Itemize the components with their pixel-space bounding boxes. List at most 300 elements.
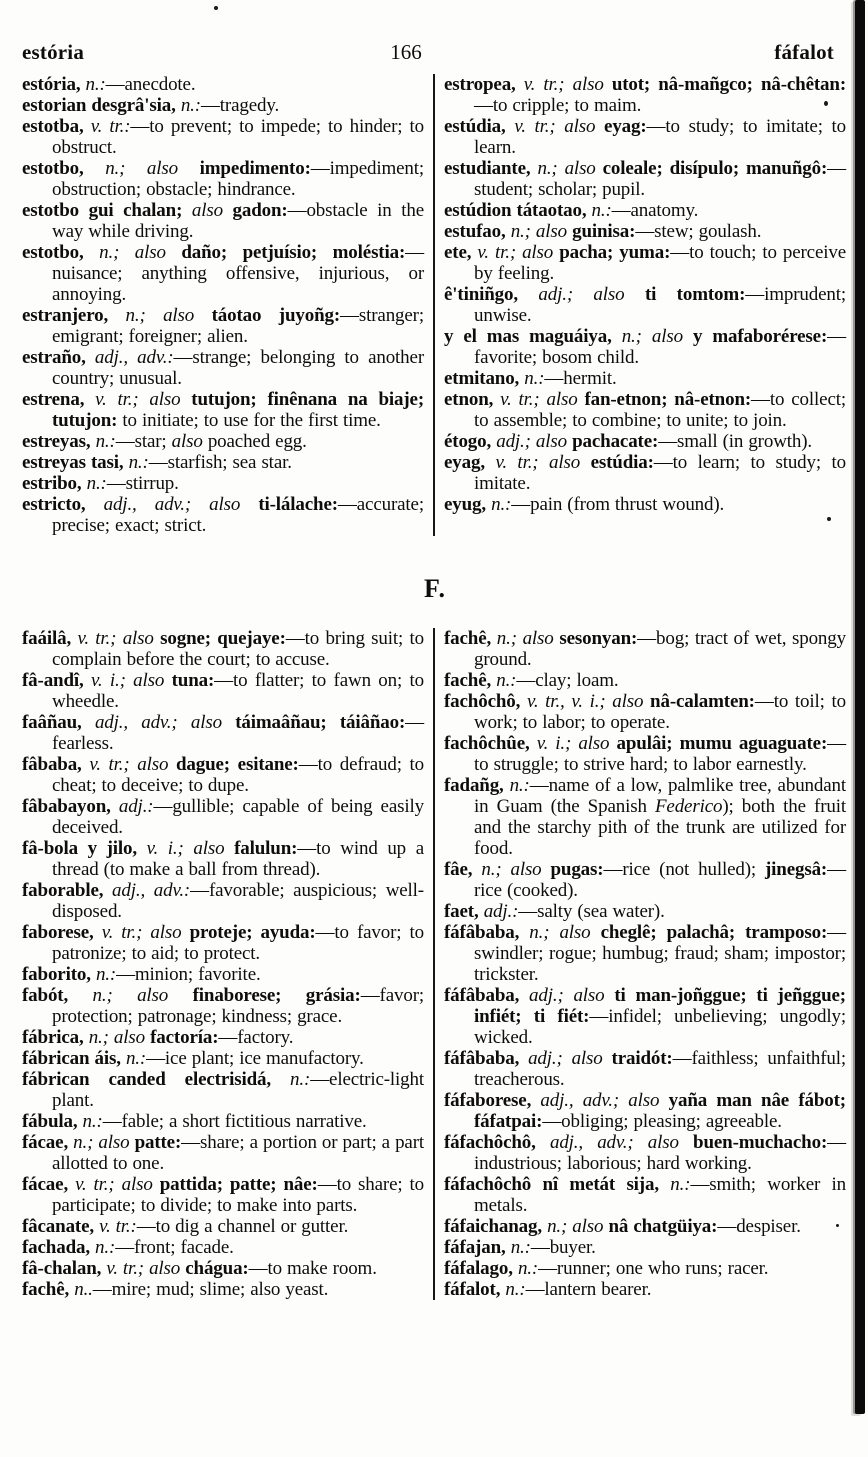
entry-italic-text: adj.; also bbox=[528, 1048, 612, 1069]
entry-bold-text: fâe, bbox=[444, 859, 482, 880]
dictionary-entry bbox=[22, 494, 424, 536]
dictionary-entry bbox=[22, 1132, 424, 1174]
dictionary-entry bbox=[444, 494, 846, 515]
entry-bold-text: estúdion tátaotao, bbox=[444, 200, 592, 221]
dictionary-entry bbox=[444, 431, 846, 452]
entry-plain-text: to initiate; to use for the first time. bbox=[117, 410, 381, 431]
entry-bold-text: eyag: bbox=[604, 116, 647, 137]
entry-bold-text: chágua: bbox=[185, 1258, 249, 1279]
dictionary-entry bbox=[22, 1111, 424, 1132]
dictionary-entry bbox=[22, 1048, 424, 1069]
entry-bold-text: fábrica, bbox=[22, 1027, 89, 1048]
entry-italic-text: n.: bbox=[85, 74, 106, 95]
dictionary-entry bbox=[22, 1279, 424, 1300]
entry-bold-text: fâ-andî, bbox=[22, 670, 91, 691]
entry-italic-text: n.: bbox=[290, 1069, 311, 1090]
entry-bold-text: fachada, bbox=[22, 1237, 96, 1258]
entry-italic-text: n.: bbox=[524, 368, 545, 389]
entry-bold-text: estotba, bbox=[22, 116, 91, 137]
dictionary-entry bbox=[22, 964, 424, 985]
entry-bold-text: fácae, bbox=[22, 1174, 76, 1195]
entry-italic-text: adj.: bbox=[118, 796, 154, 817]
entry-bold-text: estreyas, bbox=[22, 431, 96, 452]
section-letter-heading: F. bbox=[424, 574, 446, 603]
section-e bbox=[22, 74, 848, 536]
entry-bold-text: nâ chatgüiya: bbox=[608, 1216, 718, 1237]
entry-bold-text: pattida; patte; nâe: bbox=[159, 1174, 318, 1195]
page-number: 166 bbox=[390, 40, 422, 64]
entry-italic-text: also bbox=[191, 200, 233, 221]
entries-column-e-right bbox=[444, 74, 846, 536]
entry-plain-text: —to flatter; to fawn on; to wheedle. bbox=[52, 670, 424, 712]
entry-plain-text: —anatomy. bbox=[611, 200, 699, 221]
entry-italic-text: adj., adv.: bbox=[112, 880, 191, 901]
dictionary-entry bbox=[444, 691, 846, 733]
entry-bold-text: factoría: bbox=[150, 1027, 219, 1048]
entry-bold-text: pacha; yuma: bbox=[559, 242, 671, 263]
entry-bold-text: estotbo gui chalan; bbox=[22, 200, 192, 221]
entry-bold-text: estranjero, bbox=[22, 305, 126, 326]
entry-italic-text: v. tr.; also bbox=[477, 242, 560, 263]
entry-plain-text: —minion; favorite. bbox=[116, 964, 261, 985]
entry-plain-text: —starfish; sea star. bbox=[148, 452, 292, 473]
entry-bold-text: fabót, bbox=[22, 985, 93, 1006]
scan-speck bbox=[824, 101, 828, 106]
guide-word-left: estória bbox=[22, 40, 85, 64]
entry-italic-text: n.: bbox=[128, 452, 149, 473]
entry-plain-text: —fable; a short fictitious narrative. bbox=[102, 1111, 367, 1132]
entries-column-f-right bbox=[444, 628, 846, 1300]
entry-bold-text: etmitano, bbox=[444, 368, 525, 389]
dictionary-entry bbox=[22, 1027, 424, 1048]
dictionary-entry bbox=[444, 1216, 846, 1237]
entry-plain-text: —infidel; unbelieving; ungodly; wicked. bbox=[474, 1006, 846, 1048]
entry-plain-text: —favorite; bosom child. bbox=[474, 326, 846, 368]
entry-bold-text: tuna: bbox=[171, 670, 215, 691]
dictionary-entry bbox=[22, 838, 424, 880]
entry-bold-text: ete, bbox=[444, 242, 478, 263]
entry-bold-text: cheglê; palachâ; tramposo: bbox=[600, 922, 828, 943]
entry-plain-text: —to make room. bbox=[248, 1258, 377, 1279]
entry-bold-text: fáfâbaba, bbox=[444, 1048, 529, 1069]
dictionary-entry bbox=[22, 1174, 424, 1216]
entry-italic-text: n.; also bbox=[88, 1027, 151, 1048]
entry-bold-text: daño; petjuísio; moléstia: bbox=[181, 242, 406, 263]
dictionary-entry bbox=[22, 242, 424, 305]
entry-plain-text: —to study; to imitate; to learn. bbox=[474, 116, 847, 158]
entry-italic-text: n.: bbox=[591, 200, 612, 221]
entry-italic-text: n.; also bbox=[547, 1216, 609, 1237]
entry-plain-text: —strange; belonging to another country; unusual. bbox=[52, 347, 424, 389]
entry-bold-text: utot; nâ-mañgco; nâ-chêtan: bbox=[611, 74, 846, 95]
dictionary-entry bbox=[444, 985, 846, 1048]
entry-bold-text: estufao, bbox=[444, 221, 511, 242]
entry-plain-text: —stew; goulash. bbox=[635, 221, 762, 242]
entry-italic-text: adj.; also bbox=[496, 431, 573, 452]
entry-italic-text: n.: bbox=[496, 670, 517, 691]
entry-bold-text: fáfachôchô, bbox=[444, 1132, 550, 1153]
entry-bold-text: ê'tiniñgo, bbox=[444, 284, 539, 305]
entry-plain-text: —share; a portion or part; a part allotted to one. bbox=[52, 1132, 425, 1174]
entry-bold-text: fáfaichanag, bbox=[444, 1216, 548, 1237]
dictionary-entry bbox=[22, 1258, 424, 1279]
dictionary-entry bbox=[444, 1090, 846, 1132]
entries-column-e-left bbox=[22, 74, 424, 536]
column-divider-e bbox=[433, 74, 435, 536]
entry-plain-text: —bog; tract of wet, spongy ground. bbox=[474, 628, 846, 670]
entry-italic-text: v. tr.; also bbox=[89, 754, 176, 775]
entry-italic-text: adj.; also bbox=[529, 985, 615, 1006]
entry-bold-text: apulâi; mumu aguaguate: bbox=[616, 733, 828, 754]
entry-plain-text: —star; bbox=[115, 431, 172, 452]
entry-bold-text: estotbo, bbox=[22, 158, 106, 179]
entry-bold-text: estreyas tasi, bbox=[22, 452, 129, 473]
entry-italic-text: v. tr.: bbox=[99, 1216, 137, 1237]
entry-bold-text: faborable, bbox=[22, 880, 113, 901]
entry-plain-text: —to toil; to work; to labor; to operate. bbox=[474, 691, 846, 733]
entry-plain-text: —swindler; rogue; humbug; fraud; sham; impostor; trickster. bbox=[474, 922, 846, 985]
dictionary-entry bbox=[22, 158, 424, 200]
dictionary-entry bbox=[444, 1237, 846, 1258]
entry-italic-text: v. tr.; also bbox=[514, 116, 605, 137]
dictionary-entry bbox=[22, 74, 424, 95]
entry-bold-text: fáfachôchô nî metát sija, bbox=[444, 1174, 671, 1195]
section-f bbox=[22, 628, 848, 1300]
dictionary-entry bbox=[444, 1258, 846, 1279]
entry-plain-text: —fearless. bbox=[52, 712, 425, 754]
entry-bold-text: fachôchô, bbox=[444, 691, 527, 712]
entry-italic-text: n.: bbox=[95, 1237, 116, 1258]
dictionary-entry bbox=[444, 859, 846, 901]
entry-bold-text: fáfâbaba, bbox=[444, 922, 530, 943]
entry-bold-text: estribo, bbox=[22, 473, 87, 494]
entry-plain-text: —impediment; obstruction; obstacle; hindrance. bbox=[52, 158, 424, 200]
dictionary-entry bbox=[22, 1216, 424, 1237]
entry-plain-text: —to struggle; to strive hard; to labor earnestly. bbox=[474, 733, 846, 775]
column-divider-f bbox=[433, 628, 435, 1300]
entry-italic-text: n.: bbox=[491, 494, 512, 515]
entry-plain-text: —to favor; to patronize; to aid; to protect. bbox=[52, 922, 424, 964]
entry-bold-text: fâbaba, bbox=[22, 754, 90, 775]
entry-italic-text: v. tr.; also bbox=[523, 74, 612, 95]
entry-bold-text: fâ-bola y jilo, bbox=[22, 838, 147, 859]
dictionary-entry bbox=[444, 452, 846, 494]
entry-bold-text: fábula, bbox=[22, 1111, 83, 1132]
entry-plain-text: —clay; loam. bbox=[516, 670, 619, 691]
entry-bold-text: ti man-joñggue; ti jeñggue; infiét; ti fiét: bbox=[474, 985, 846, 1027]
dictionary-entry bbox=[22, 796, 424, 838]
entry-bold-text: fáfalot, bbox=[444, 1279, 506, 1300]
entry-plain-text: —electric-light plant. bbox=[52, 1069, 424, 1111]
dictionary-entry bbox=[22, 431, 424, 452]
entry-italic-text: n.; also bbox=[99, 242, 182, 263]
entry-italic-text: n.: bbox=[125, 1048, 147, 1069]
entry-bold-text: traidót: bbox=[611, 1048, 673, 1069]
entry-bold-text: pugas: bbox=[550, 859, 604, 880]
entry-italic-text: n.; also bbox=[529, 922, 601, 943]
entry-italic-text: n.: bbox=[505, 1279, 526, 1300]
entry-italic-text: n.: bbox=[517, 1258, 539, 1279]
entry-bold-text: finaborese; grásia: bbox=[192, 985, 361, 1006]
entry-plain-text: —to touch; to perceive by feeling. bbox=[474, 242, 847, 284]
dictionary-entry bbox=[22, 670, 424, 712]
entry-plain-text: —accurate; precise; exact; strict. bbox=[52, 494, 424, 536]
entry-plain-text: —to bring suit; to complain before the court; to accuse. bbox=[52, 628, 424, 670]
entry-plain-text: —factory. bbox=[218, 1027, 294, 1048]
entry-bold-text: faâñau, bbox=[22, 712, 95, 733]
entry-plain-text: —to cripple; to maim. bbox=[474, 95, 642, 116]
dictionary-entry bbox=[22, 1069, 424, 1111]
entry-italic-text: n.; also bbox=[510, 221, 573, 242]
entry-plain-text: —runner; one who runs; racer. bbox=[538, 1258, 769, 1279]
entry-bold-text: estúdia, bbox=[444, 116, 515, 137]
entry-bold-text: faáilâ, bbox=[22, 628, 78, 649]
entry-plain-text: —anecdote. bbox=[105, 74, 196, 95]
entry-italic-text: v. i.; also bbox=[536, 733, 617, 754]
dictionary-entry bbox=[22, 1237, 424, 1258]
dictionary-entry bbox=[22, 116, 424, 158]
entry-bold-text: eyug, bbox=[444, 494, 492, 515]
entry-italic-text: v. tr.; also bbox=[95, 389, 192, 410]
entry-bold-text: fachôchûe, bbox=[444, 733, 537, 754]
entry-plain-text: —to collect; to assemble; to combine; to unite; to join. bbox=[474, 389, 846, 431]
entry-italic-text: v. tr.; also bbox=[500, 389, 585, 410]
entry-italic-text: adj., adv.; also bbox=[103, 494, 259, 515]
entry-bold-text: patte: bbox=[134, 1132, 182, 1153]
dictionary-entry bbox=[444, 200, 846, 221]
entry-bold-text: sesonyan: bbox=[559, 628, 638, 649]
entry-plain-text: —lantern bearer. bbox=[525, 1279, 652, 1300]
entry-bold-text: yaña man nâe fábot; fáfatpai: bbox=[474, 1090, 846, 1132]
entry-italic-text: v. tr.; also bbox=[75, 1174, 160, 1195]
entry-bold-text: faborese, bbox=[22, 922, 102, 943]
dictionary-entry bbox=[22, 305, 424, 347]
entry-plain-text: —to defraud; to cheat; to deceive; to dupe. bbox=[52, 754, 425, 796]
dictionary-entry bbox=[444, 1174, 846, 1216]
entry-italic-text: adj., adv.; also bbox=[540, 1090, 669, 1111]
entry-bold-text: fâ-chalan, bbox=[22, 1258, 107, 1279]
entry-plain-text: —salty (sea water). bbox=[518, 901, 665, 922]
dictionary-entry bbox=[22, 880, 424, 922]
entries-column-f-left bbox=[22, 628, 424, 1300]
entry-italic-text: n.: bbox=[95, 431, 116, 452]
entry-bold-text: coleale; disípulo; manuñgô: bbox=[602, 158, 828, 179]
entry-plain-text: —small (in growth). bbox=[658, 431, 813, 452]
entry-italic-text: n.: bbox=[509, 775, 530, 796]
entry-bold-text: proteje; ayuda: bbox=[189, 922, 316, 943]
entry-bold-text: estricto, bbox=[22, 494, 104, 515]
entry-italic-text: n.: bbox=[510, 1237, 531, 1258]
entry-italic-text: v. i.; also bbox=[91, 670, 172, 691]
entry-italic-text: adj.: bbox=[483, 901, 519, 922]
entry-plain-text: —to learn; to study; to imitate. bbox=[474, 452, 847, 494]
entry-italic-text: n.: bbox=[180, 95, 201, 116]
entry-bold-text: táotao juyoñg: bbox=[211, 305, 341, 326]
dictionary-entry bbox=[22, 389, 424, 431]
entry-bold-text: fachê, bbox=[22, 1279, 75, 1300]
entry-bold-text: fâcanate, bbox=[22, 1216, 100, 1237]
entry-bold-text: sogne; quejaye: bbox=[160, 628, 286, 649]
entry-bold-text: gadon: bbox=[232, 200, 288, 221]
entry-bold-text: impedimento: bbox=[199, 158, 311, 179]
entry-plain-text: —rice (not hulled); bbox=[603, 859, 765, 880]
entry-plain-text: —mire; mud; slime; also yeast. bbox=[92, 1279, 329, 1300]
entry-bold-text: fáfalago, bbox=[444, 1258, 518, 1279]
entry-italic-text: adj., adv.; also bbox=[94, 712, 236, 733]
dictionary-entry bbox=[444, 1132, 846, 1174]
dictionary-entry bbox=[22, 347, 424, 389]
entry-italic-text: n.; also bbox=[73, 1132, 135, 1153]
entry-italic-text: n.; also bbox=[105, 158, 200, 179]
entry-bold-text: etnon, bbox=[444, 389, 501, 410]
entry-plain-text: —tragedy. bbox=[200, 95, 280, 116]
entry-bold-text: y mafaborérese: bbox=[692, 326, 828, 347]
dictionary-entry bbox=[444, 670, 846, 691]
entry-italic-text: v. tr.; also bbox=[77, 628, 161, 649]
entry-plain-text: —buyer. bbox=[530, 1237, 596, 1258]
entry-bold-text: pachacate: bbox=[572, 431, 659, 452]
dictionary-entry bbox=[444, 1279, 846, 1300]
entry-bold-text: faet, bbox=[444, 901, 484, 922]
entry-plain-text: —ice plant; ice manufactory. bbox=[146, 1048, 364, 1069]
entry-plain-text: —stirrup. bbox=[106, 473, 179, 494]
entry-bold-text: fácae, bbox=[22, 1132, 74, 1153]
entry-italic-text: n.: bbox=[95, 964, 117, 985]
page-header bbox=[22, 40, 834, 65]
entry-plain-text: —pain (from thrust wound). bbox=[511, 494, 725, 515]
dictionary-entry bbox=[22, 985, 424, 1027]
entry-bold-text: y el mas maguáiya, bbox=[444, 326, 622, 347]
entry-plain-text: ); both the fruit and the starchy pith of the trunk are utilized for food. bbox=[474, 796, 846, 859]
dictionary-entry bbox=[444, 922, 846, 985]
entry-bold-text: tutujon; finênana na biaje; tutujon: bbox=[52, 389, 424, 431]
entry-plain-text: —nuisance; anything offensive, injurious, or annoying. bbox=[52, 242, 424, 305]
entry-plain-text: —obliging; pleasing; agreeable. bbox=[542, 1111, 782, 1132]
entry-italic-text: v. tr.; also bbox=[106, 1258, 186, 1279]
entry-bold-text: fáfâbaba, bbox=[444, 985, 530, 1006]
entry-bold-text: eyag, bbox=[444, 452, 496, 473]
entry-italic-text: n.. bbox=[74, 1279, 93, 1300]
entry-italic-text: n.; also bbox=[125, 305, 212, 326]
entry-italic-text: v. i.; also bbox=[146, 838, 235, 859]
entry-bold-text: fábrican áis, bbox=[22, 1048, 126, 1069]
entry-bold-text: guinisa: bbox=[572, 221, 636, 242]
dictionary-entry bbox=[22, 95, 424, 116]
entry-bold-text: táimaâñau; táiâñao: bbox=[235, 712, 406, 733]
entry-italic-text: Federico bbox=[654, 796, 723, 817]
entry-bold-text: estorian desgrâ'sia, bbox=[22, 95, 181, 116]
entry-italic-text: n.; also bbox=[496, 628, 560, 649]
dictionary-entry bbox=[444, 733, 846, 775]
scan-speck bbox=[827, 517, 831, 521]
entry-italic-text: v. tr.; also bbox=[101, 922, 190, 943]
entry-italic-text: v. tr.; also bbox=[495, 452, 591, 473]
dictionary-entry bbox=[22, 200, 424, 242]
entry-italic-text: adj., adv.: bbox=[94, 347, 174, 368]
entry-bold-text: estudiante, bbox=[444, 158, 538, 179]
entry-bold-text: dague; esitane: bbox=[175, 754, 299, 775]
entry-plain-text: —front; facade. bbox=[115, 1237, 234, 1258]
entry-italic-text: n.: bbox=[670, 1174, 691, 1195]
entry-italic-text: v. tr.: bbox=[90, 116, 131, 137]
entry-plain-text: —gullible; capable of being easily deceived. bbox=[52, 796, 424, 838]
entry-bold-text: fâbabayon, bbox=[22, 796, 119, 817]
dictionary-entry bbox=[444, 284, 846, 326]
dictionary-entry bbox=[22, 628, 424, 670]
scan-edge-artifact bbox=[855, 0, 865, 1414]
dictionary-entry bbox=[22, 754, 424, 796]
entry-plain-text: —rice (cooked). bbox=[474, 859, 846, 901]
dictionary-entry bbox=[444, 775, 846, 859]
entry-bold-text: estúdia: bbox=[590, 452, 654, 473]
entry-bold-text: fachê, bbox=[444, 628, 497, 649]
entry-bold-text: fáfajan, bbox=[444, 1237, 511, 1258]
dictionary-entry bbox=[444, 389, 846, 431]
entry-plain-text: —to prevent; to impede; to hinder; to obstruct. bbox=[52, 116, 425, 158]
entry-plain-text: —student; scholar; pupil. bbox=[474, 158, 846, 200]
entry-plain-text: —imprudent; unwise. bbox=[474, 284, 846, 326]
dictionary-entry bbox=[22, 473, 424, 494]
entry-plain-text: —favor; protection; patronage; kindness; grace. bbox=[52, 985, 425, 1027]
entry-bold-text: nâ-calamten: bbox=[650, 691, 755, 712]
entry-plain-text: —industrious; laborious; hard working. bbox=[474, 1132, 846, 1174]
entry-plain-text: —faithless; unfaithful; treacherous. bbox=[474, 1048, 846, 1090]
entry-plain-text: poached egg. bbox=[202, 431, 307, 452]
entry-plain-text: —smith; worker in metals. bbox=[474, 1174, 846, 1216]
entry-bold-text: falulun: bbox=[234, 838, 298, 859]
entry-plain-text: —to share; to participate; to divide; to make into parts. bbox=[52, 1174, 425, 1216]
dictionary-entry bbox=[444, 158, 846, 200]
entry-plain-text: —to wind up a thread (to make a ball from thread). bbox=[52, 838, 424, 880]
dictionary-entry bbox=[444, 116, 846, 158]
dictionary-entry bbox=[22, 922, 424, 964]
entry-italic-text: n.; also bbox=[621, 326, 693, 347]
dictionary-entry bbox=[444, 242, 846, 284]
entry-plain-text: —hermit. bbox=[544, 368, 617, 389]
entry-plain-text: —to dig a channel or gutter. bbox=[136, 1216, 349, 1237]
dictionary-entry bbox=[444, 628, 846, 670]
entry-bold-text: jinegsâ: bbox=[764, 859, 828, 880]
entry-italic-text: n.; also bbox=[481, 859, 551, 880]
dictionary-entry bbox=[444, 326, 846, 368]
entry-italic-text: also bbox=[171, 431, 203, 452]
entry-bold-text: ti tomtom: bbox=[644, 284, 746, 305]
dictionary-entry bbox=[444, 368, 846, 389]
entry-italic-text: adj.; also bbox=[538, 284, 645, 305]
entry-plain-text: —favorable; auspicious; well-disposed. bbox=[52, 880, 424, 922]
entry-bold-text: fan-etnon; nâ-etnon: bbox=[584, 389, 752, 410]
entry-plain-text: —despiser. bbox=[717, 1216, 801, 1237]
entry-italic-text: adj., adv.; also bbox=[549, 1132, 694, 1153]
entry-italic-text: n.: bbox=[82, 1111, 103, 1132]
entry-plain-text: —stranger; emigrant; foreigner; alien. bbox=[52, 305, 424, 347]
dictionary-entry bbox=[22, 712, 424, 754]
entry-italic-text: n.; also bbox=[92, 985, 193, 1006]
entry-bold-text: estória, bbox=[22, 74, 86, 95]
dictionary-entry bbox=[444, 221, 846, 242]
entry-italic-text: n.: bbox=[86, 473, 107, 494]
dictionary-entry bbox=[444, 74, 846, 116]
entry-bold-text: estrena, bbox=[22, 389, 96, 410]
entry-bold-text: fadañg, bbox=[444, 775, 510, 796]
entry-bold-text: fáfaborese, bbox=[444, 1090, 541, 1111]
entry-bold-text: buen-muchacho: bbox=[693, 1132, 828, 1153]
entry-bold-text: étogo, bbox=[444, 431, 497, 452]
entry-plain-text: —obstacle in the way while driving. bbox=[52, 200, 424, 242]
entry-italic-text: n.; also bbox=[537, 158, 603, 179]
dictionary-entry bbox=[444, 901, 846, 922]
dictionary-entry bbox=[22, 452, 424, 473]
